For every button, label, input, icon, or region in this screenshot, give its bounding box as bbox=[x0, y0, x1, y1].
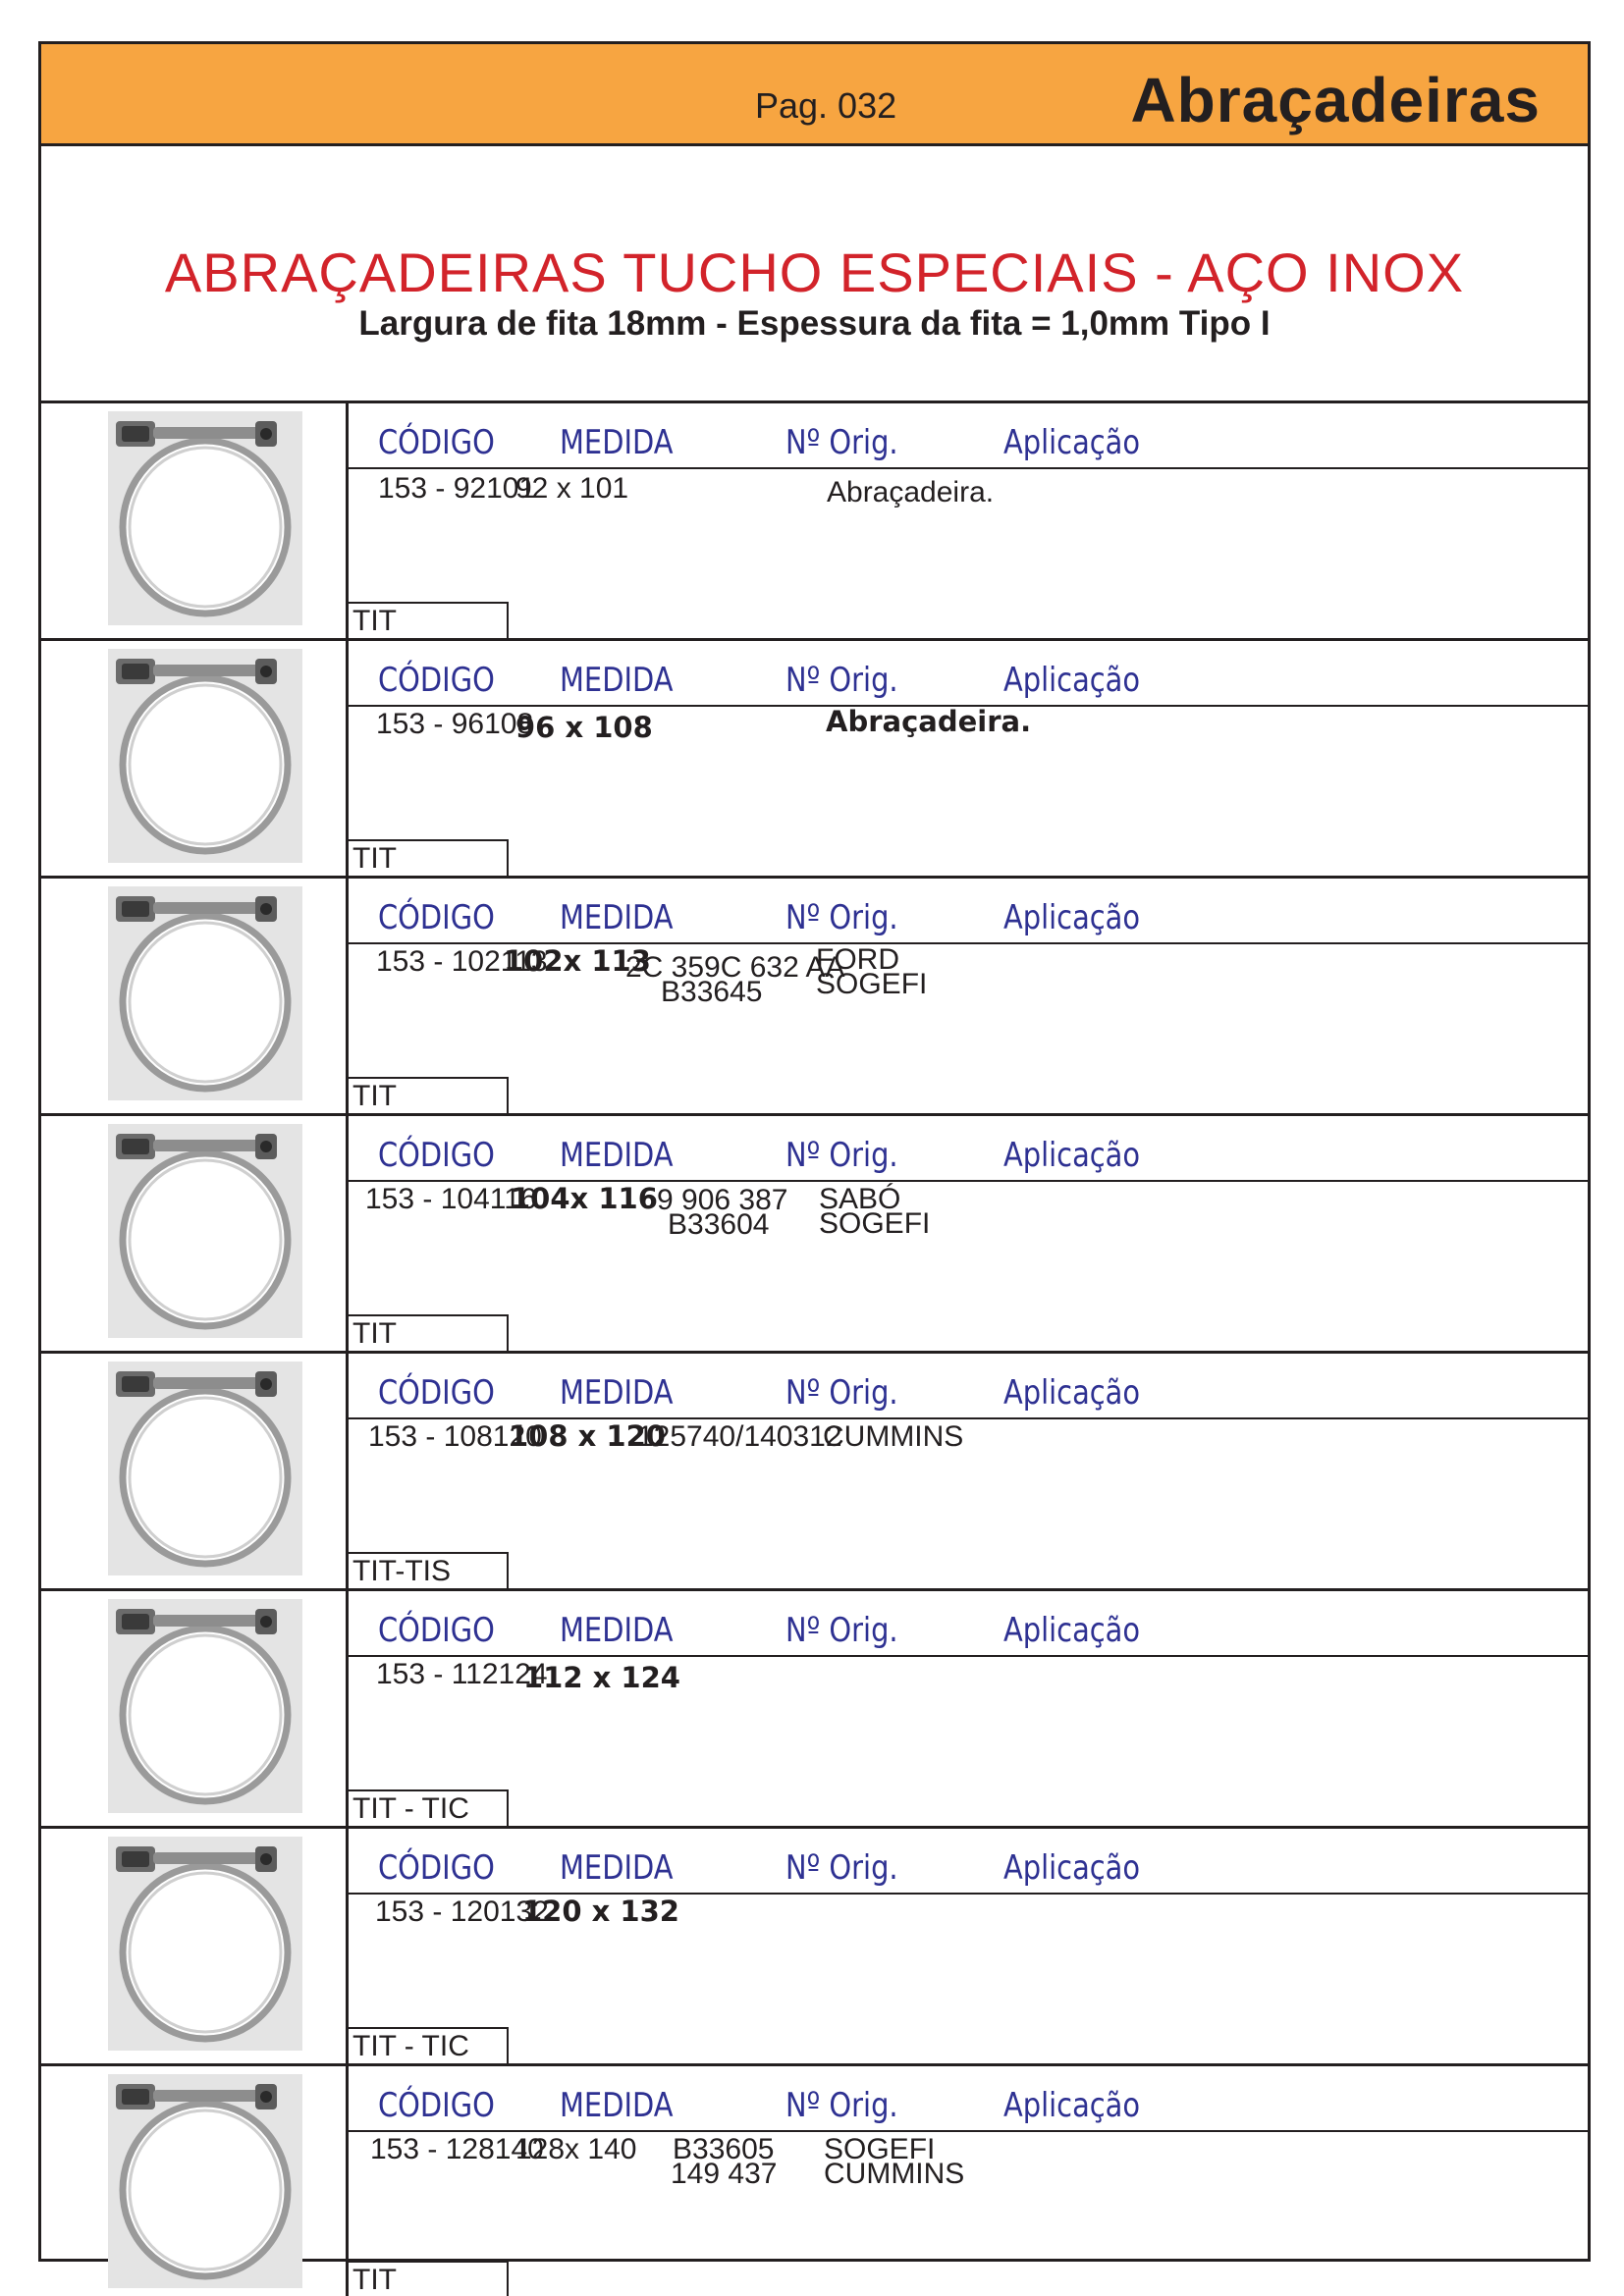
product-row bbox=[41, 403, 1588, 641]
hose-clamp-icon bbox=[108, 411, 302, 625]
codigo-header: CÓDIGO bbox=[378, 1373, 495, 1413]
original-number: B33605 bbox=[673, 2133, 775, 2165]
product-code: 153 - 102113 bbox=[376, 945, 548, 978]
medida-header: MEDIDA bbox=[560, 423, 674, 462]
column-header bbox=[349, 879, 1588, 944]
aplicacao-header: Aplicação bbox=[1003, 1848, 1141, 1888]
hose-clamp-photo bbox=[108, 1837, 302, 2051]
hose-clamp-icon bbox=[108, 1362, 302, 1575]
hose-clamp-icon bbox=[108, 1837, 302, 2051]
photo-cell bbox=[41, 1829, 349, 2063]
hose-clamp-icon bbox=[108, 649, 302, 863]
orig-header: Nº Orig. bbox=[785, 661, 898, 700]
photo-cell bbox=[41, 1354, 349, 1588]
medida-header: MEDIDA bbox=[560, 1373, 674, 1413]
section-title: Abraçadeiras bbox=[1130, 65, 1541, 135]
hose-clamp-photo bbox=[108, 1362, 302, 1575]
orig-header: Nº Orig. bbox=[785, 898, 898, 937]
medida-header: MEDIDA bbox=[560, 1611, 674, 1650]
original-number-2: B33645 bbox=[661, 976, 763, 1008]
info-cell bbox=[349, 1354, 1588, 1588]
product-code: 153 - 96108 bbox=[376, 708, 534, 740]
original-number: 2C 359C 632 AA bbox=[625, 951, 845, 984]
photo-cell bbox=[41, 641, 349, 876]
type-tag: TIT bbox=[349, 839, 509, 876]
photo-cell bbox=[41, 1116, 349, 1351]
hose-clamp-icon bbox=[108, 1124, 302, 1338]
hose-clamp-photo bbox=[108, 886, 302, 1100]
product-row bbox=[41, 1829, 1588, 2066]
column-header bbox=[349, 1829, 1588, 1895]
photo-cell bbox=[41, 1591, 349, 1826]
product-row bbox=[41, 2066, 1588, 2296]
photo-cell bbox=[41, 2066, 349, 2296]
orig-header: Nº Orig. bbox=[785, 1611, 898, 1650]
product-row bbox=[41, 1354, 1588, 1591]
hose-clamp-icon bbox=[108, 2074, 302, 2288]
hose-clamp-photo bbox=[108, 649, 302, 863]
medida-header: MEDIDA bbox=[560, 661, 674, 700]
orig-header: Nº Orig. bbox=[785, 423, 898, 462]
codigo-header: CÓDIGO bbox=[378, 661, 495, 700]
catalog-title-block bbox=[41, 146, 1588, 403]
original-number: 125740/140312 bbox=[637, 1420, 842, 1453]
application: SOGEFI bbox=[824, 2133, 936, 2165]
type-tag: TIT - TIC bbox=[349, 2027, 509, 2063]
original-number-2: B33604 bbox=[668, 1208, 770, 1241]
aplicacao-header: Aplicação bbox=[1003, 2086, 1141, 2125]
catalog-main-title: ABRAÇADEIRAS TUCHO ESPECIAIS - AÇO INOX bbox=[164, 241, 1465, 303]
product-row bbox=[41, 1591, 1588, 1829]
medida-header: MEDIDA bbox=[560, 2086, 674, 2125]
codigo-header: CÓDIGO bbox=[378, 1848, 495, 1888]
aplicacao-header: Aplicação bbox=[1003, 1611, 1141, 1650]
hose-clamp-photo bbox=[108, 1599, 302, 1813]
application: CUMMINS bbox=[823, 1420, 964, 1453]
product-code: 153 - 120132 bbox=[375, 1896, 549, 1928]
application-2: SOGEFI bbox=[816, 968, 928, 1000]
medida-header: MEDIDA bbox=[560, 898, 674, 937]
codigo-header: CÓDIGO bbox=[378, 2086, 495, 2125]
aplicacao-header: Aplicação bbox=[1003, 423, 1141, 462]
medida-header: MEDIDA bbox=[560, 1848, 674, 1888]
application: FORD bbox=[816, 943, 899, 976]
product-row bbox=[41, 1116, 1588, 1354]
aplicacao-header: Aplicação bbox=[1003, 1373, 1141, 1413]
info-cell bbox=[349, 641, 1588, 876]
product-size: 112 x 124 bbox=[523, 1661, 680, 1694]
product-size: 108 x 120 bbox=[509, 1419, 666, 1453]
catalog-subtitle: Largura de fita 18mm - Espessura da fita = 1,0mm Tipo I bbox=[358, 304, 1271, 343]
type-tag: TIT-TIS bbox=[349, 1552, 509, 1588]
codigo-header: CÓDIGO bbox=[378, 423, 495, 462]
product-size: 120 x 132 bbox=[522, 1895, 679, 1928]
product-row bbox=[41, 641, 1588, 879]
product-code: 153 - 112124 bbox=[376, 1658, 548, 1690]
product-size: 102x 113 bbox=[504, 944, 651, 978]
orig-header: Nº Orig. bbox=[785, 1136, 898, 1175]
column-header bbox=[349, 641, 1588, 707]
page-frame bbox=[38, 41, 1591, 2296]
header-band bbox=[41, 44, 1588, 146]
info-cell bbox=[349, 2066, 1588, 2296]
type-tag: TIT bbox=[349, 1077, 509, 1113]
type-tag: TIT bbox=[349, 1314, 509, 1351]
info-cell bbox=[349, 1591, 1588, 1826]
product-code: 153 - 128140 bbox=[370, 2133, 544, 2165]
application-2: SOGEFI bbox=[819, 1207, 931, 1240]
info-cell bbox=[349, 1829, 1588, 2063]
codigo-header: CÓDIGO bbox=[378, 898, 495, 937]
photo-cell bbox=[41, 403, 349, 638]
type-tag: TIT bbox=[349, 2261, 509, 2296]
aplicacao-header: Aplicação bbox=[1003, 1136, 1141, 1175]
photo-cell bbox=[41, 879, 349, 1113]
orig-header: Nº Orig. bbox=[785, 1373, 898, 1413]
column-header bbox=[349, 2066, 1588, 2132]
column-header bbox=[349, 403, 1588, 469]
hose-clamp-photo bbox=[108, 2074, 302, 2288]
hose-clamp-photo bbox=[108, 411, 302, 625]
info-cell bbox=[349, 403, 1588, 638]
column-header bbox=[349, 1591, 1588, 1657]
hose-clamp-icon bbox=[108, 1599, 302, 1813]
aplicacao-header: Aplicação bbox=[1003, 898, 1141, 937]
aplicacao-header: Aplicação bbox=[1003, 661, 1141, 700]
application: Abraçadeira. bbox=[827, 476, 995, 508]
product-size: 104x 116 bbox=[511, 1182, 658, 1215]
application: Abraçadeira. bbox=[826, 705, 1032, 738]
column-header bbox=[349, 1116, 1588, 1182]
product-code: 153 - 104116 bbox=[365, 1183, 537, 1215]
application-2: CUMMINS bbox=[824, 2158, 965, 2190]
info-cell bbox=[349, 1116, 1588, 1351]
type-tag: TIT - TIC bbox=[349, 1789, 509, 1826]
codigo-header: CÓDIGO bbox=[378, 1136, 495, 1175]
type-tag: TIT bbox=[349, 602, 509, 638]
product-size: 96 x 108 bbox=[515, 711, 653, 744]
product-code: 153 - 108120 bbox=[368, 1420, 542, 1453]
orig-header: Nº Orig. bbox=[785, 1848, 898, 1888]
original-number-2: 149 437 bbox=[671, 2158, 778, 2190]
product-row bbox=[41, 879, 1588, 1116]
hose-clamp-photo bbox=[108, 1124, 302, 1338]
product-size: 92 x 101 bbox=[515, 472, 629, 505]
product-list bbox=[41, 403, 1588, 2296]
codigo-header: CÓDIGO bbox=[378, 1611, 495, 1650]
product-size: 128x 140 bbox=[515, 2133, 637, 2165]
product-code: 153 - 92101 bbox=[378, 472, 536, 505]
column-header bbox=[349, 1354, 1588, 1419]
info-cell bbox=[349, 879, 1588, 1113]
original-number: 9 906 387 bbox=[657, 1184, 788, 1216]
medida-header: MEDIDA bbox=[560, 1136, 674, 1175]
hose-clamp-icon bbox=[108, 886, 302, 1100]
page-number: Pag. 032 bbox=[755, 85, 897, 126]
application: SABÓ bbox=[819, 1183, 901, 1215]
orig-header: Nº Orig. bbox=[785, 2086, 898, 2125]
